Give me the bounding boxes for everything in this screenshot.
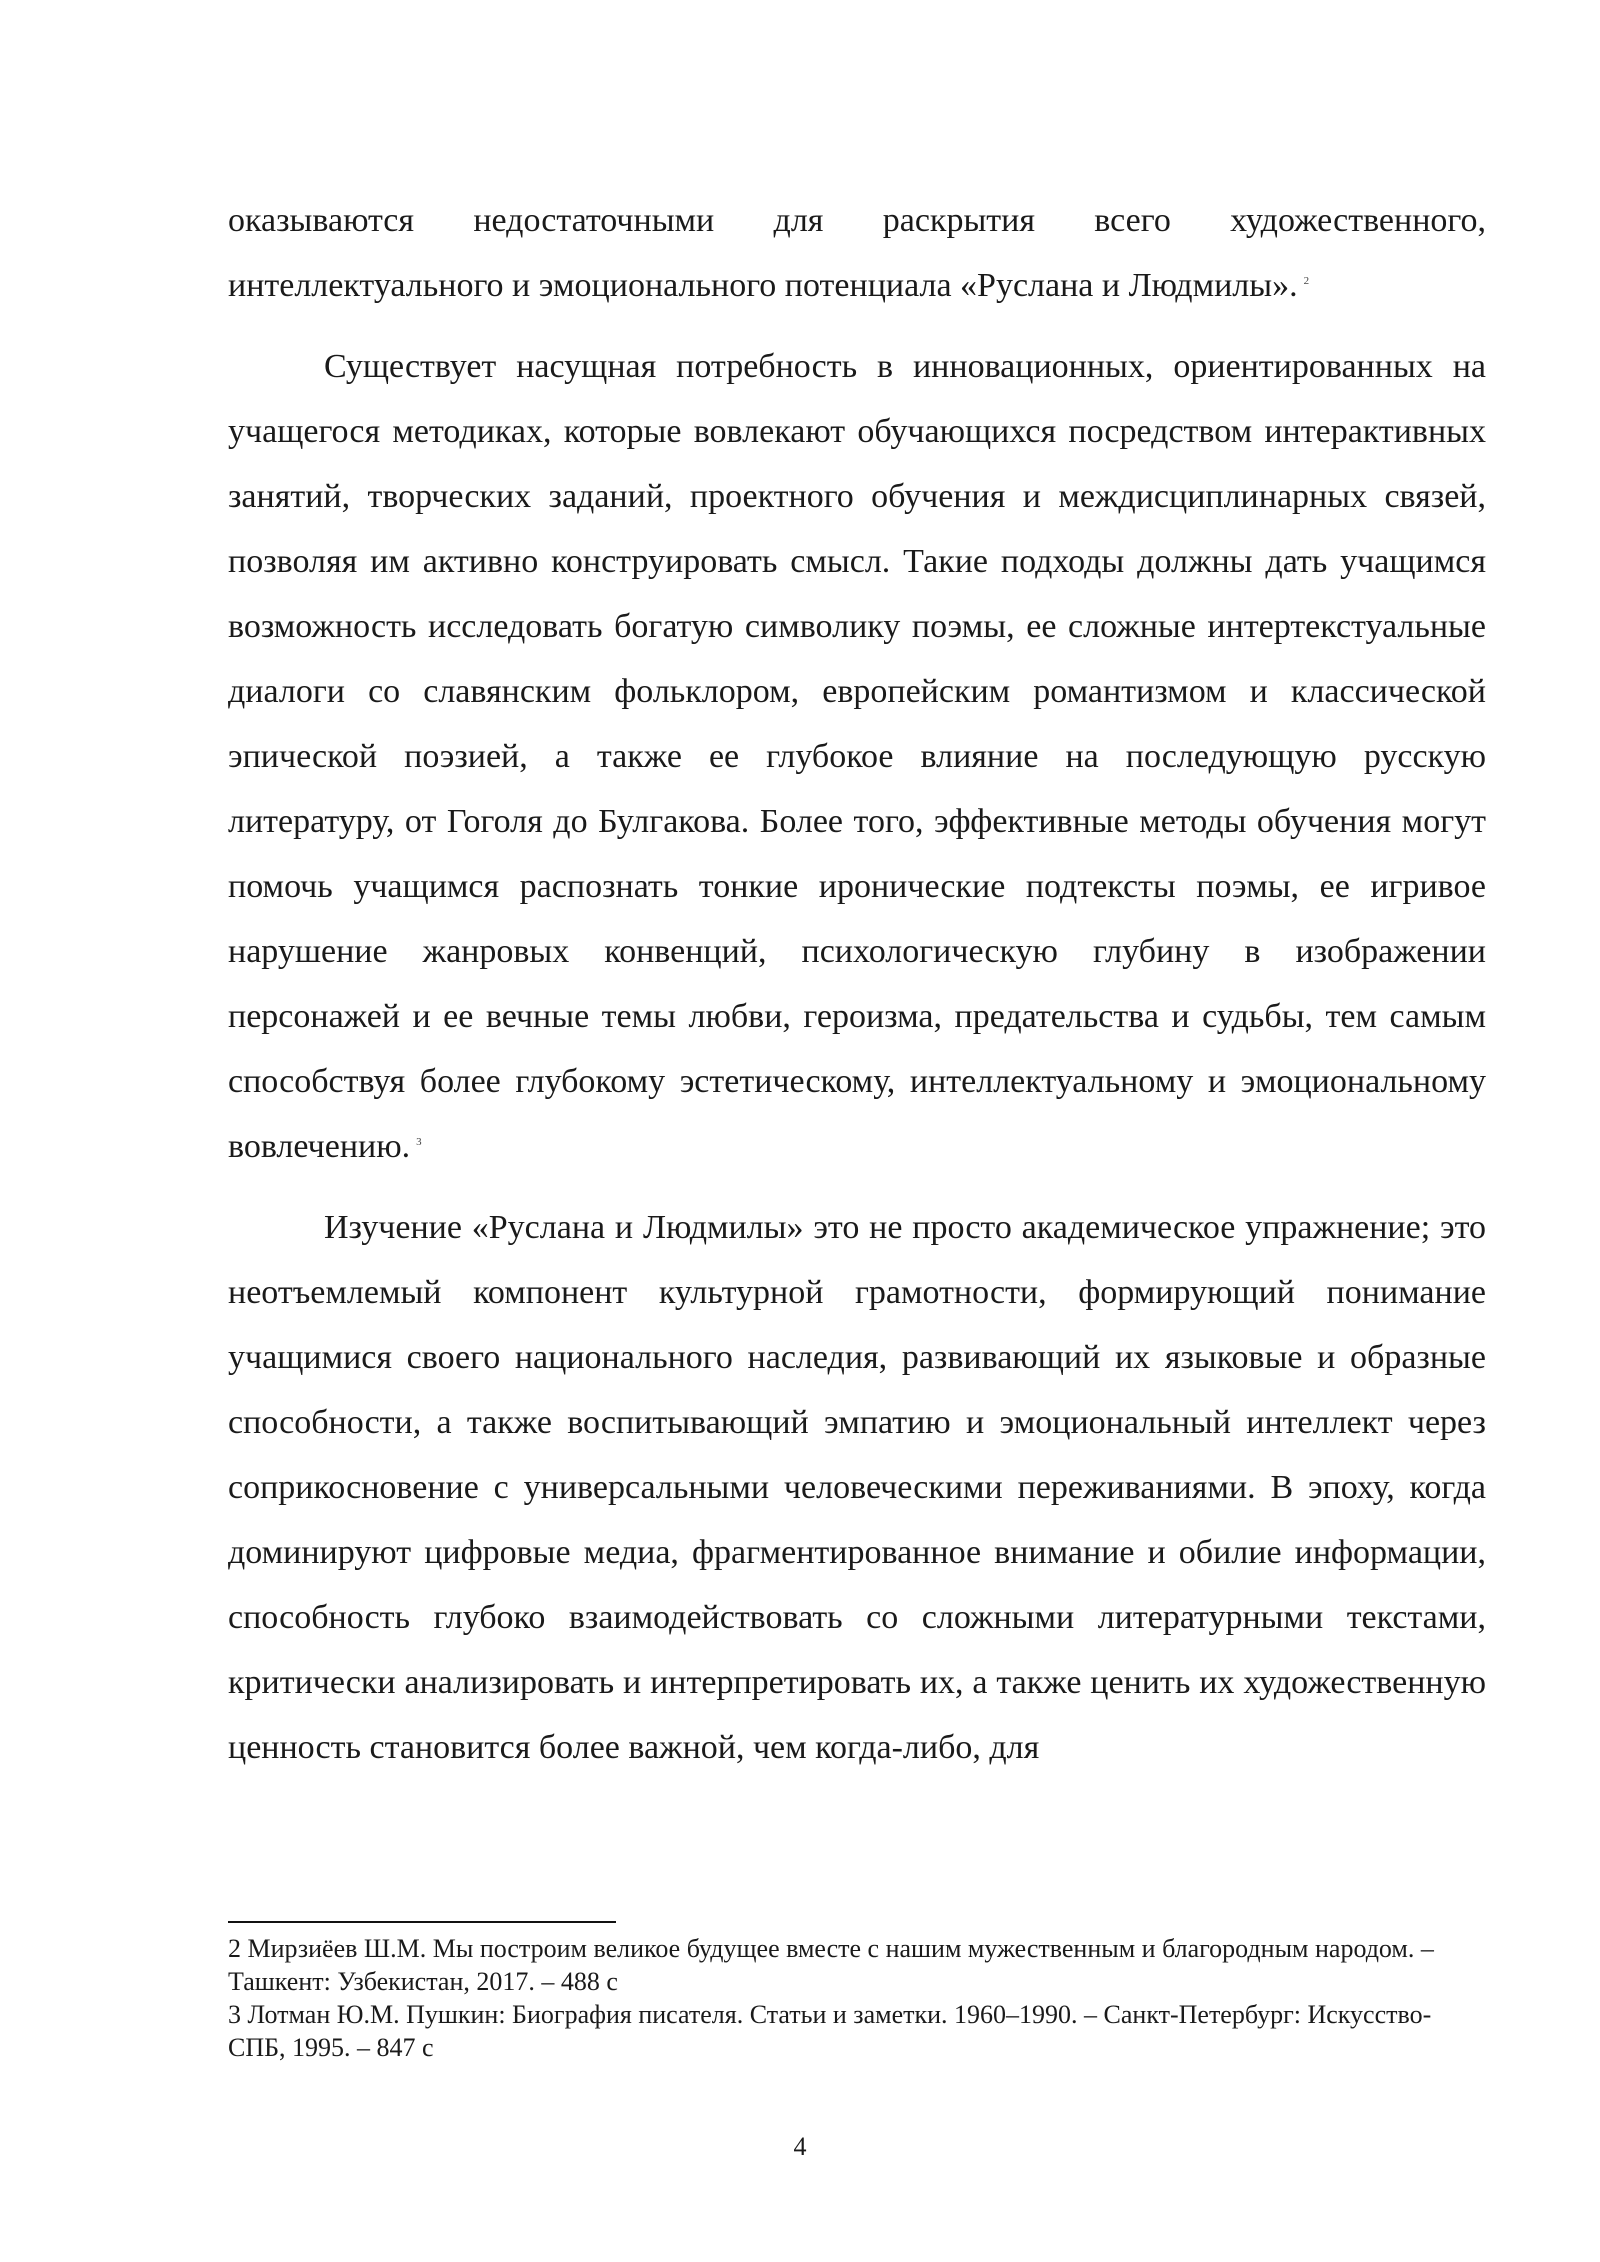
paragraph-text: оказываются недостаточными для раскрытия всего художественного, интеллектуального и эмоционального потенциала «Руслана и Людмилы». [228,202,1486,304]
paragraph-text: Изучение «Руслана и Людмилы» это не просто академическое упражнение; это неотъемлемый компонент культурной грамотности, формирующий понимание учащимися своего национального наследия, развивающий их языковые и образные способности, а также воспитывающий эмпатию и эмоциональный интеллект через соприкосновение с универсальными человеческими переживаниями. В эпоху, когда доминируют цифровые медиа, фрагментированное внимание и обилие информации, способность глубоко взаимодействовать со сложными литературными текстами, критически анализировать и интерпретировать их, а также ценить их художественную ценность становится более важной, чем когда-либо, для [228,1209,1486,1766]
paragraph-text: Существует насущная потребность в инновационных, ориентированных на учащегося методиках, которые вовлекают обучающихся посредством интерактивных занятий, творческих заданий, проектного обучения и междисциплинарных связей, позволяя им активно конструировать смысл. Такие подходы должны дать учащимся возможность исследовать богатую символику поэмы, ее сложные интертекстуальные диалоги со славянским фольклором, европейским романтизмом и классической эпической поэзией, а также ее глубокое влияние на последующую русскую литературу, от Гоголя до Булгакова. Более того, эффективные методы обучения могут помочь учащимся распознать тонкие иронические подтексты поэмы, ее игривое нарушение жанровых конвенций, психологическую глубину в изображении персонажей и ее вечные темы любви, героизма, предательства и судьбы, тем самым способствуя более глубокому эстетическому, интеллектуальному и эмоциональному вовлечению. [228,348,1486,1165]
footnote-separator [228,1921,616,1923]
paragraph-continued [228,188,1486,318]
footnote-ref: 2 [1303,274,1310,287]
footnotes [228,1932,1486,2064]
footnote: 3 Лотман Ю.М. Пушкин: Биография писателя. Статьи и заметки. 1960–1990. – Санкт-Петербург: Искусство-СПБ, 1995. – 847 с [228,2000,1432,2062]
footnote-ref: 3 [416,1135,422,1148]
page-number: 4 [793,2132,807,2161]
body-text [228,188,1486,1780]
footnote: 2 Мирзиёев Ш.М. Мы построим великое будущее вместе с нашим мужественным и благородным народом. – Ташкент: Узбекистан, 2017. – 488 с [228,1934,1434,1996]
paragraph [228,1195,1486,1780]
paragraph [228,334,1486,1179]
